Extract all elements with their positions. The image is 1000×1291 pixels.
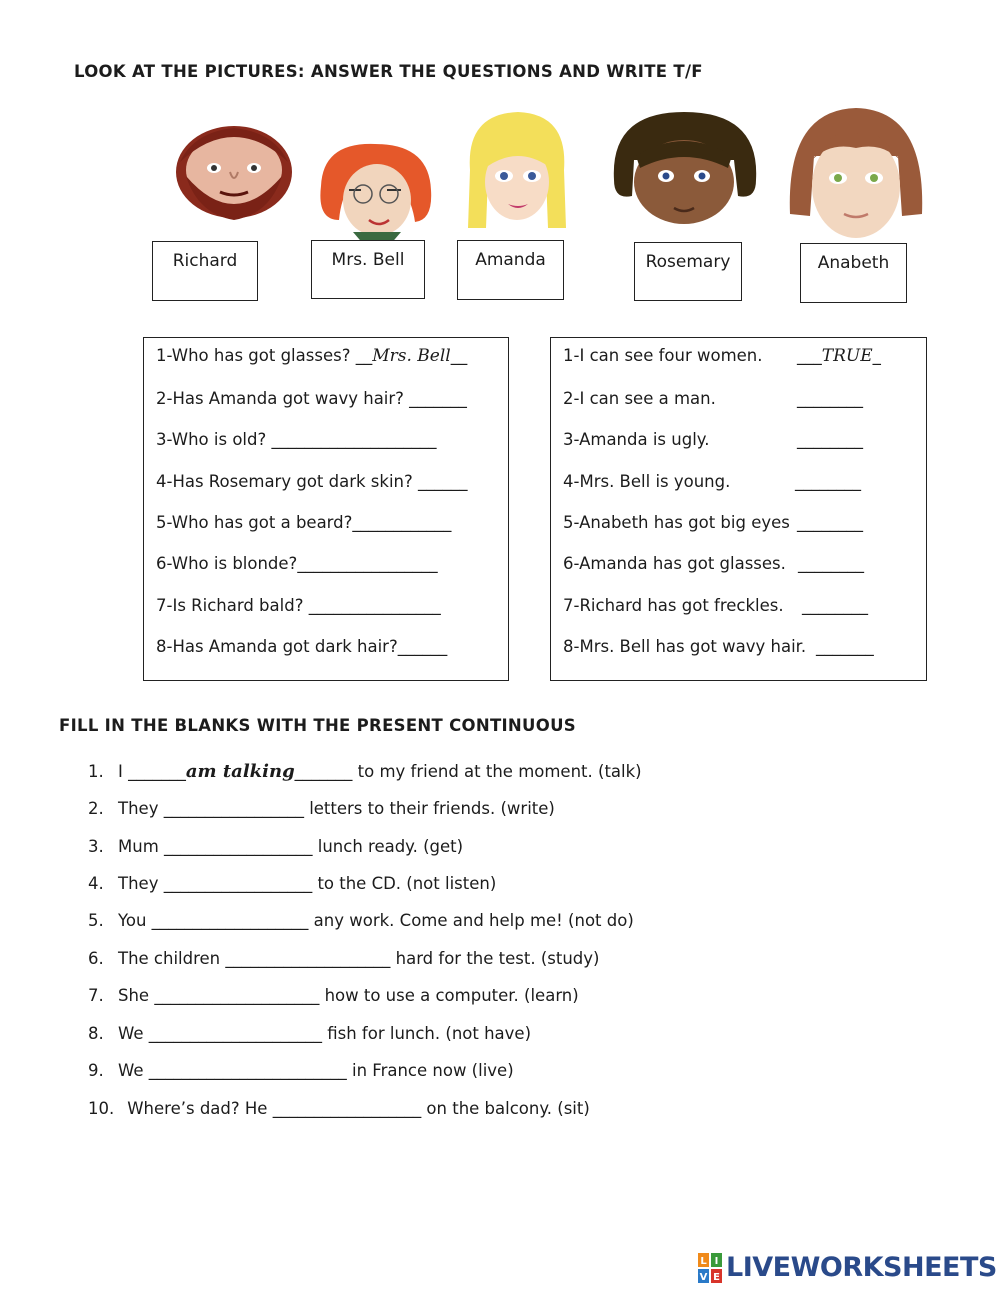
question-8[interactable]: 8-Has Amanda got dark hair?______ — [156, 637, 448, 656]
name-box-amanda — [457, 240, 564, 300]
liveworksheets-logo — [698, 1252, 997, 1283]
tf-statement-6: 6-Amanda has got glasses. — [563, 554, 786, 573]
question-1: 1-Who has got glasses? __Mrs. Bell__ — [156, 346, 468, 366]
liveworksheets-logo-text: LIVEWORKSHEETS — [726, 1252, 997, 1283]
question-5[interactable]: 5-Who has got a beard?____________ — [156, 513, 452, 532]
name-label: Anabeth — [817, 253, 890, 273]
question-2[interactable]: 2-Has Amanda got wavy hair? _______ — [156, 389, 467, 408]
name-box-richard — [152, 241, 258, 301]
tf-answer-5[interactable]: ________ — [797, 513, 863, 532]
section-heading-pictures: LOOK AT THE PICTURES: ANSWER THE QUESTIONS AND WRITE T/F — [74, 62, 703, 81]
answer-field-question-1[interactable]: Mrs. Bell — [372, 346, 451, 366]
name-label: Rosemary — [645, 252, 731, 272]
sentence-5[interactable]: 5. You ___________________ any work. Come and help me! (not do) — [88, 911, 634, 930]
question-6[interactable]: 6-Who is blonde?_________________ — [156, 554, 438, 573]
sentence-3[interactable]: 3. Mum __________________ lunch ready. (get) — [88, 837, 464, 856]
question-4[interactable]: 4-Has Rosemary got dark skin? ______ — [156, 472, 468, 491]
rosemary-face-image — [610, 110, 760, 226]
tf-statement-1: 1-I can see four women. — [563, 346, 763, 365]
liveworksheets-logo-icon — [698, 1253, 722, 1283]
name-box-rosemary — [634, 242, 742, 301]
tf-statement-8: 8-Mrs. Bell has got wavy hair. — [563, 637, 807, 656]
tf-answer-4[interactable]: ________ — [795, 472, 861, 491]
richard-face-image — [170, 122, 298, 224]
tf-statement-5: 5-Anabeth has got big eyes — [563, 513, 790, 532]
sentence-4[interactable]: 4. They __________________ to the CD. (not listen) — [88, 874, 497, 893]
tf-statement-2: 2-I can see a man. — [563, 389, 716, 408]
amanda-face-image — [462, 110, 570, 230]
name-label: Mrs. Bell — [331, 250, 405, 270]
sentence-1: 1. I _______am talking_______ to my friend at the moment. (talk) — [88, 761, 642, 782]
name-label: Amanda — [475, 250, 546, 270]
question-3[interactable]: 3-Who is old? ____________________ — [156, 430, 437, 449]
sentence-6[interactable]: 6. The children ____________________ hard for the test. (study) — [88, 949, 600, 968]
tf-statement-4: 4-Mrs. Bell is young. — [563, 472, 731, 491]
answer-field-sentence-1[interactable]: am talking — [185, 761, 295, 782]
tf-answer-3[interactable]: ________ — [797, 430, 863, 449]
logo-icon-letter: V — [699, 1271, 708, 1283]
logo-icon-letter: E — [713, 1271, 720, 1283]
sentence-10[interactable]: 10. Where’s dad? He __________________ on the balcony. (sit) — [88, 1099, 590, 1118]
question-7[interactable]: 7-Is Richard bald? ________________ — [156, 596, 441, 615]
section-heading-present-continuous: FILL IN THE BLANKS WITH THE PRESENT CONTINUOUS — [59, 716, 576, 735]
name-box-anabeth — [800, 243, 907, 303]
name-box-mrs-bell — [311, 240, 425, 299]
sentence-8[interactable]: 8. We _____________________ fish for lunch. (not have) — [88, 1024, 532, 1043]
name-label: Richard — [172, 251, 238, 271]
logo-icon-letter: L — [700, 1255, 707, 1267]
tf-answer-1[interactable]: ___TRUE_ — [797, 346, 881, 366]
tf-answer-8[interactable]: _______ — [816, 637, 874, 656]
sentence-9[interactable]: 9. We ________________________ in France now (live) — [88, 1061, 514, 1080]
mrs-bell-face-image — [313, 140, 437, 246]
tf-answer-2[interactable]: ________ — [797, 389, 863, 408]
sentence-2[interactable]: 2. They _________________ letters to their friends. (write) — [88, 799, 555, 818]
logo-icon-letter: I — [714, 1255, 719, 1267]
sentence-7[interactable]: 7. She ____________________ how to use a computer. (learn) — [88, 986, 579, 1005]
tf-answer-7[interactable]: ________ — [802, 596, 868, 615]
tf-answer-6[interactable]: ________ — [798, 554, 864, 573]
tf-statement-7: 7-Richard has got freckles. — [563, 596, 784, 615]
tf-statement-3: 3-Amanda is ugly. — [563, 430, 710, 449]
anabeth-face-image — [786, 104, 926, 244]
